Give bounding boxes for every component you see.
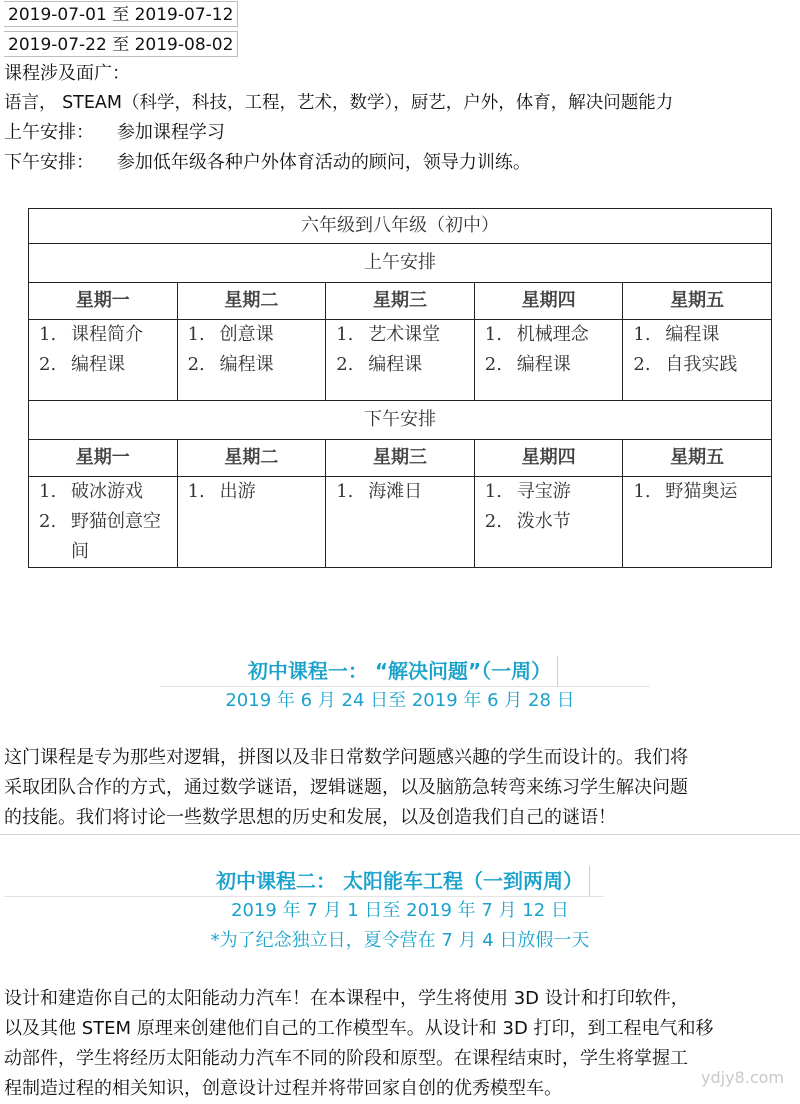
am-day-header: 星期五 [623,283,772,320]
list-item: 1. 艺术课堂 [336,324,441,345]
morning-plan: 上午安排： 参加课程学习 [4,122,225,143]
list-item: 1. 编程课 [633,324,720,345]
list-item: 2. 编程课 [39,354,125,375]
list-item: 2. 编程课 [484,354,571,375]
pm-cell [326,477,475,568]
list-item: 1. 寻宝游 [484,481,571,502]
pm-cell [623,477,772,568]
course2-dates: 2019 年 7 月 1 日至 2019 年 7 月 12 日 [231,900,569,921]
course2-note: *为了纪念独立日，夏令营在 7 月 4 日放假一天 [210,930,590,951]
pm-title: 下午安排 [29,401,772,440]
am-cell [326,320,475,401]
am-title: 上午安排 [29,244,772,283]
list-item: 2. 自我实践 [633,354,738,375]
pm-day-header: 星期四 [474,440,623,477]
course1-title: 初中课程一： “解决问题”（一周） [0,656,800,687]
am-day-header: 星期一 [29,283,178,320]
list-item: 2. 泼水节 [484,511,571,532]
course2-description: 设计和建造你自己的太阳能动力汽车！在本课程中，学生将使用 3D 设计和打印软件， 以及其他 STEM 原理来创建他们自己的工作模型车。从设计和 3D 打印，到工程电气和移 动部件，学生将经历太阳能动力汽车不同的阶段和原型。在课程结束时，学生将掌握工 程制造过程的相关知识，创意设计过程并将带回家自创的优秀模型车。 [4,988,714,1099]
list-item: 2. 编程课 [187,354,274,375]
schedule-title: 六年级到八年级（初中） [29,209,772,244]
am-cell [177,320,326,401]
afternoon-plan: 下午安排： 参加低年级各种户外体育活动的顾问，领导力训练。 [4,152,531,173]
course2-title: 初中课程二： 太阳能车工程（一到两周） [0,866,800,897]
am-day-header: 星期二 [177,283,326,320]
date-range-2: 2019-07-22 至 2019-08-02 [4,31,238,57]
list-item: 2. 编程课 [336,354,423,375]
pm-cell [474,477,623,568]
list-item: 1. 课程简介 [39,324,143,345]
list-item: 1. 野猫奥运 [633,481,738,502]
am-day-header: 星期四 [474,283,623,320]
date-range-1: 2019-07-01 至 2019-07-12 [4,1,238,27]
pm-cell [177,477,326,568]
pm-cell [29,477,178,568]
list-item: 1. 破冰游戏 [39,481,143,502]
am-day-header: 星期三 [326,283,475,320]
divider [0,834,800,835]
list-item: 2. 野猫创意空间 [39,511,161,562]
am-cell [623,320,772,401]
pm-day-header: 星期三 [326,440,475,477]
course1-description: 这门课程是专为那些对逻辑，拼图以及非日常数学问题感兴趣的学生而设计的。我们将 采取团队合作的方式，通过数学谜语，逻辑谜题，以及脑筋急转弯来练习学生解决问题 的技能。我们将讨论一些数学思想的历史和发展，以及创造我们自己的谜语！ [4,747,688,828]
list-item: 1. 海滩日 [336,481,423,502]
scope-label: 课程涉及面广： [4,63,130,84]
schedule-table [28,208,772,568]
am-cell [474,320,623,401]
list-item: 1. 出游 [187,481,256,502]
divider [160,686,650,687]
scope-text: 语言， STEAM（科学，科技，工程，艺术，数学），厨艺，户外，体育，解决问题能力 [4,93,674,113]
am-cell [29,320,178,401]
pm-day-header: 星期五 [623,440,772,477]
course1-dates: 2019 年 6 月 24 日至 2019 年 6 月 28 日 [225,690,575,711]
watermark: ydjy8.com [701,1068,784,1087]
pm-day-header: 星期二 [177,440,326,477]
pm-day-header: 星期一 [29,440,178,477]
list-item: 1. 创意课 [187,324,274,345]
list-item: 1. 机械理念 [484,324,589,345]
divider [4,896,604,897]
